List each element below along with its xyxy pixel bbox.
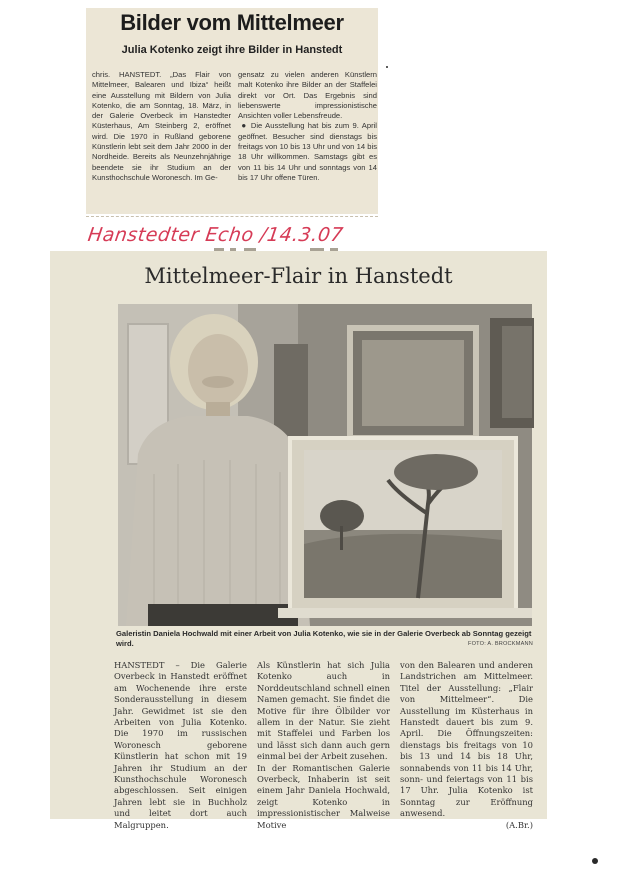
article-paragraph: gensatz zu vielen anderen Künstlern malt Kotenko ihre Bilder an der Staffelei direkt vor Ort. Das Ergebnis sind liebenswerte impressionistische Ansichten voller Lebensfreude. bbox=[238, 70, 377, 121]
cut-line bbox=[86, 216, 378, 217]
author-signature: (A.Br.) bbox=[505, 819, 533, 830]
photo-credit: FOTO: A. BROCKMANN bbox=[467, 641, 533, 647]
article-column-2 bbox=[257, 660, 390, 831]
clipping-subheadline: Julia Kotenko zeigt ihre Bilder in Hanstedt bbox=[121, 44, 343, 56]
article-paragraph-info bbox=[238, 121, 377, 183]
opening-hours-text: Die Ausstellung hat bis zum 9. April geöffnet. Besucher sind dienstags bis freitags von 10 bis 13 Uhr und von 14 bis 18 Uhr willkommen. Samstags gibt es von 11 bis 14 Uhr und sonntags von 14 bis 17 Uhr offene Türen. bbox=[238, 121, 377, 182]
ink-speck bbox=[386, 66, 388, 68]
bullet-icon: ● bbox=[241, 121, 248, 131]
article-column-1 bbox=[92, 70, 231, 183]
article-paragraph: von den Balearen und anderen Landstrichen am Mittelmeer. Titel der Ausstellung: „Flair von Mittelmeer“. Die Ausstellung im Küsterhaus in Hanstedt dauert bis zum 9. April. Die Öffnungszeiten: dienstags bis freitags von 10 bis 13 und 14 bis 18 Uhr, sonnabends von 11 bis 14 Uhr, sonn- und feiertags von 11 bis 17 Uhr. Julia Kotenko ist Sonntag zur Eröffnung anwesend. bbox=[400, 660, 533, 819]
photo-caption: Galeristin Daniela Hochwald mit einer Arbeit von Julia Kotenko, wie sie in der Galerie Overbeck ab Sonntag gezeigt wird. bbox=[116, 629, 532, 648]
article-column-3 bbox=[400, 660, 533, 831]
article-paragraph: Als Künstlerin hat sich Julia Kotenko auch in Norddeutschland schnell einen Namen gemacht. Sie findet die Motive für ihre Ölbilder vor allem in der Natur. Sie zieht mit Staffelei und Farben los und lässt sich dann auch gern einmal bei der Arbeit zusehen. bbox=[257, 660, 390, 762]
article-paragraph: HANSTEDT – Die Galerie Overbeck in Hanstedt eröffnet am Wochenende ihre erste Sonderausstellung in diesem Jahr. Gewidmet ist sie den Arbeiten von Julia Kotenko. Die 1970 im russischen Woronesch geborene Künstlerin hat schon mit 19 Jahren ihr Studium an der Kunsthochschule Woronesch abgeschlossen. Seit einigen Jahren lebt sie in Buchholz und leitet dort auch Malgruppen. bbox=[114, 660, 247, 830]
newspaper-clipping-main bbox=[50, 251, 547, 830]
clipping-headline: Bilder vom Mittelmeer bbox=[120, 10, 344, 35]
article-column-2 bbox=[238, 70, 377, 183]
clipping-headline: Mittelmeer-Flair in Hanstedt bbox=[144, 264, 453, 288]
newspaper-clipping-top bbox=[86, 8, 378, 214]
handwritten-source-note: Hanstedter Echo /14.3.07 bbox=[86, 224, 345, 246]
photo-illustration bbox=[118, 304, 532, 626]
article-column-1 bbox=[114, 660, 247, 831]
ink-speck bbox=[592, 858, 598, 864]
article-paragraph: chris. HANSTEDT. „Das Flair von Mittelmeer, Balearen und Ibiza“ heißt eine Ausstellung mit Bildern von Julia Kotenko, die am Sonntag, 18. März, in der Galerie Overbeck im Hanstedter Küsterhaus, Am Steinberg 2, eröffnet wird. Die 1970 in Rußland geborene Künstlerin lebt seit dem Jahr 2000 in der Nordheide. Bereits als Neunzehnjährige beendete sie ihr Studium an der Kunsthochschule Woronesch. Im Ge- bbox=[92, 70, 231, 182]
article-paragraph: In der Romantischen Galerie Overbeck, Inhaberin ist seit einem Jahr Daniela Hochwald, zeigt Kotenko in impressionistischer Malweise Motive bbox=[257, 762, 390, 830]
gallery-photo bbox=[118, 304, 532, 626]
